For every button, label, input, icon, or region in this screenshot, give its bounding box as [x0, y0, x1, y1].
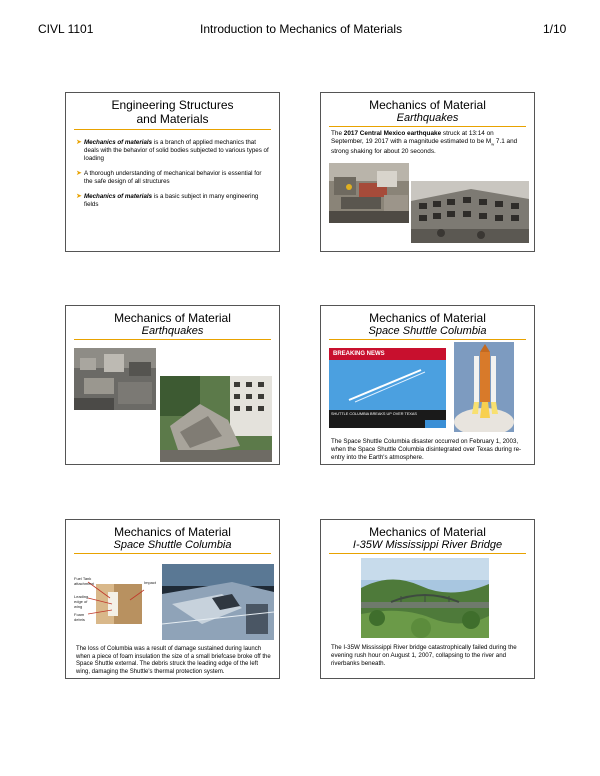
- news-caption: SHUTTLE COLUMBIA BREAKS UP OVER TEXAS: [329, 410, 425, 428]
- diagram-label: Fuel Tank attachment: [74, 576, 94, 586]
- shuttle-launch-photo: [454, 342, 514, 432]
- text-part: 7.1 and strong shaking for about 20 seconds.: [331, 138, 518, 156]
- wing-damage-photo: [162, 564, 274, 640]
- bullet-item: [76, 193, 271, 209]
- slide-title: Mechanics of Material: [369, 98, 486, 112]
- bullet-term: Mechanics of materials: [84, 139, 153, 146]
- title-rule: [329, 126, 526, 127]
- arrow-bullet-icon: ➤: [76, 170, 82, 177]
- news-broadcast-image: [329, 348, 446, 428]
- slide-subtitle: Earthquakes: [141, 325, 204, 337]
- diagram-label: Leading edge of wing: [74, 594, 89, 609]
- title-rule: [74, 129, 271, 130]
- slide-2: [320, 92, 535, 252]
- earthquake-photo-rubble: [329, 163, 409, 223]
- bullet-term: Mechanics of materials: [84, 193, 153, 200]
- slide-6: [320, 519, 535, 679]
- diagram-label: Foam debris: [74, 612, 85, 622]
- text-part: struck at 13:14 on September, 19 2017 with a magnitude estimated to be M: [331, 130, 494, 145]
- foam-impact-diagram: [74, 570, 158, 632]
- slide-title: Mechanics of Material: [114, 311, 231, 325]
- slide-text: The Space Shuttle Columbia disaster occurred on February 1, 2003, when the Space Shuttle Columbia disintegrated over Texas during re-entry into the Earth's atmosphere.: [331, 438, 522, 461]
- document-title: Introduction to Mechanics of Materials: [200, 22, 403, 36]
- diagram-label: Impact: [144, 580, 157, 585]
- earthquake-photo-building: [411, 181, 529, 243]
- page-number: 1/10: [543, 22, 567, 36]
- earthquake-aerial-photo: [74, 348, 156, 410]
- slide-subtitle: I-35W Mississippi River Bridge: [352, 539, 503, 551]
- bullet-item: [76, 170, 271, 186]
- breaking-news-banner: BREAKING NEWS: [329, 348, 446, 360]
- title-line-2: and Materials: [136, 112, 209, 126]
- slide-3: [65, 305, 280, 465]
- collapsed-building-photo: [160, 376, 272, 462]
- title-rule: [74, 339, 271, 340]
- slide-text: The I-35W Mississippi River bridge catastrophically failed during the evening rush hour on August 1, 2007, collapsing to the river and riverbanks beneath.: [331, 644, 517, 667]
- title-rule: [329, 553, 526, 554]
- bullet-text: is a basic subject in many engineering fields: [84, 193, 259, 208]
- title-rule: [74, 553, 271, 554]
- slide-title: Mechanics of Material: [369, 525, 486, 539]
- bullet-text: A thorough understanding of mechanical behavior is essential for the safe design of all structures: [84, 170, 262, 185]
- slide-subtitle: Earthquakes: [396, 112, 459, 124]
- bullet-item: [76, 139, 271, 163]
- text-subscript: w: [491, 141, 495, 147]
- arrow-bullet-icon: ➤: [76, 139, 82, 146]
- slide-subtitle: Space Shuttle Columbia: [368, 325, 487, 337]
- slide-text: [331, 130, 526, 156]
- slide-title: [66, 98, 279, 126]
- slide-5: [65, 519, 280, 679]
- slide-text: The loss of Columbia was a result of damage sustained during launch when a piece of foam insulation the size of a small briefcase broke off the Space Shuttle external. The debris struck the leading edge of the left wing, damaging the Shuttle's thermal protection system.: [76, 646, 271, 675]
- text-bold: 2017 Central Mexico earthquake: [343, 130, 442, 137]
- slide-title: Mechanics of Material: [114, 525, 231, 539]
- arrow-bullet-icon: ➤: [76, 193, 82, 200]
- slide-4: [320, 305, 535, 465]
- slide-title: Mechanics of Material: [369, 311, 486, 325]
- bullet-list: [76, 139, 271, 216]
- course-code: CIVL 1101: [38, 22, 94, 36]
- text-part: The: [331, 130, 344, 137]
- title-rule: [329, 339, 526, 340]
- slide-1: [65, 92, 280, 252]
- slide-subtitle: Space Shuttle Columbia: [113, 539, 232, 551]
- title-line-1: Engineering Structures: [111, 98, 234, 112]
- collapsed-bridge-photo: [361, 558, 489, 638]
- bullet-text: is a branch of applied mechanics that deals with the behavior of solid bodies subjected to various types of loading: [84, 139, 269, 162]
